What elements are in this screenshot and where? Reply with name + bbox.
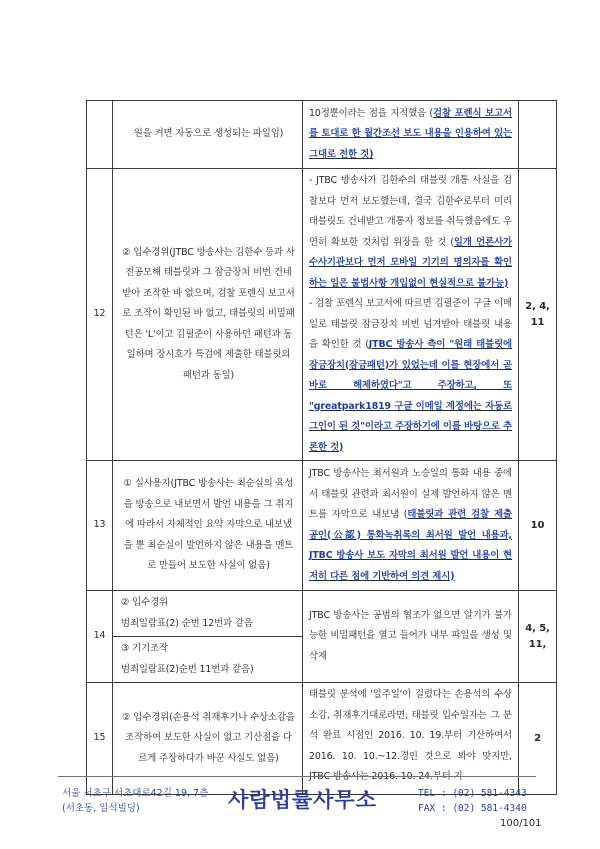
fact-cell xyxy=(303,101,519,169)
fact-highlight: JTBC 방송사 측이 "원래 태블릿에 잠금장치(잠금패턴)가 있었는데 이를 현장에서 곧바로 해제하였다"고 주장하고, 또 "greatpark1819 구글 이메일 계정에는 자동로그인이 된 것"이라고 주장하기에 이를 바탕으로 추론한 것) xyxy=(309,339,513,453)
cell-divider xyxy=(113,636,302,637)
firm-name: 사람법률사무소 xyxy=(228,788,378,812)
table-row xyxy=(87,461,557,591)
claim-sub-text: 범죄일람표(2)순번 11번과 같음) xyxy=(121,663,254,675)
footer-divider xyxy=(58,776,536,777)
fact-cell xyxy=(303,169,519,461)
claim-cell: ② 입수경위(손용석 취재후기나 수상소감을 조작하여 보도한 사실이 없고 기산점을 다르게 주장하다가 바꾼 사실도 없음) xyxy=(113,683,303,795)
fact-text: - 검찰 포렌식 보고서에 따르면 김필준이 구글 이메일로 태블릿 잠금장치 비번 넘겨받아 태블릿 내용을 확인한 것 ( xyxy=(309,298,512,350)
footer-contact xyxy=(418,786,527,816)
fact-cell xyxy=(303,591,519,683)
row-number: 12 xyxy=(87,169,113,461)
page-number: 100/101 xyxy=(500,818,542,829)
claim-cell: 원을 켜면 자동으로 생성되는 파일임) xyxy=(113,101,303,169)
claim-sub-title: ② 입수경위 xyxy=(121,597,169,608)
fact-text: - JTBC 방송사가 김한수의 태블릿 개통 사실을 검찰보다 먼저 보도했는데, 결국 김한수로부터 미리 태블릿도 건네받고 개통자 정보를 취득했음에도 우연히 확보한 것처럼 위장을 한 것 ( xyxy=(309,175,512,248)
evidence-ref xyxy=(519,101,557,169)
claim-cell: ② 입수경위(JTBC 방송사는 김한수 등과 사전공모해 태블릿과 그 잠금장치 비번 건네받아 조작한 바 없으며, 검찰 포렌식 보고서로 조작이 확인된 바 없고, 태블릿의 비밀패턴은 'L'이고 김필준이 사용하던 패턴과 동일하며 장시호가 특검에 제출한 태블릿의 패턴과 동일) xyxy=(113,169,303,461)
fact-text: 10정뿐이라는 점을 지적했음 ( xyxy=(309,107,433,119)
fact-highlight: 검찰 포렌식 보고서를 토대로 한 월간조선 보도 내용을 인용하여 있는 그대로 전한 것) xyxy=(309,107,512,160)
fax-number: FAX : (02) 581-4340 xyxy=(418,803,527,814)
fact-text: JTBC 방송사는 공범의 협조가 없으면 알기가 불가능한 비밀패턴을 열고 들어가 내부 파일을 생성 및 삭제 xyxy=(309,609,512,662)
table-row xyxy=(87,683,557,795)
table-row xyxy=(87,169,557,461)
evidence-ref: 2 xyxy=(519,683,557,795)
claim-cell: ① 실사용자(JTBC 방송사는 최순실의 육성을 방송으로 내보면서 발언 내용을 그 취지에 따라서 자체적인 요약 자막으로 내보냈을 뿐 최순실이 발언하지 않은 내용을 멘트로 만들어 보도한 사실이 없음) xyxy=(113,461,303,591)
table-row xyxy=(87,101,557,169)
fact-highlight: 태블릿과 관련 검찰 제출 공인(公認) 통화녹취록의 최서원 발언 내용과, JTBC 방송사 보도 자막의 최서원 발언 내용이 현저히 다른 점에 기반하여 의견 제시) xyxy=(309,509,512,582)
footer-address xyxy=(62,786,208,816)
row-number: 14 xyxy=(87,591,113,683)
address-line-2: (서초동, 일석빌딩) xyxy=(62,803,140,814)
fact-text: 태블릿 분석에 '일주일'이 걸렸다는 손용석의 수상소감, 취재후기대로라면, 태블릿 입수일자는 그 분석 완료 시점인 2016. 10. 19.부터 기산하여서 2016. 10. 10.~12.경인 것으로 봐야 맞지만, xyxy=(309,689,512,762)
claim-cell xyxy=(113,591,303,683)
evidence-ref: 10 xyxy=(519,461,557,591)
evidence-ref: 2, 4, 11 xyxy=(519,169,557,461)
row-number: 15 xyxy=(87,683,113,795)
claim-sub-text: 범죄일람표(2) 순번 12번과 같음 xyxy=(121,617,253,629)
claim-sub-title: ③ 기기조작 xyxy=(121,643,169,654)
document-table xyxy=(86,100,557,795)
fact-cell xyxy=(303,461,519,591)
fact-cell xyxy=(303,683,519,795)
row-number xyxy=(87,101,113,169)
row-number: 13 xyxy=(87,461,113,591)
address-line-1: 서울 서초구 서초대로42길 19, 7층 xyxy=(62,788,209,799)
fact-text: JTBC 방송사는 최서원과 노승일의 통화 내용 중에서 태블릿 관련과 최서원이 실제 발언하지 않은 멘트를 자막으로 내보냄 ( xyxy=(309,468,512,520)
table-row xyxy=(87,591,557,683)
evidence-ref: 4, 5, 11, xyxy=(519,591,557,683)
tel-number: TEL : (02) 581-4343 xyxy=(418,788,527,799)
fact-highlight: 일개 언론사가 수사기관보다 먼저 모바일 기기의 명의자를 확인하는 일은 불법사항 개입없이 현실적으로 불가능) xyxy=(309,236,512,289)
